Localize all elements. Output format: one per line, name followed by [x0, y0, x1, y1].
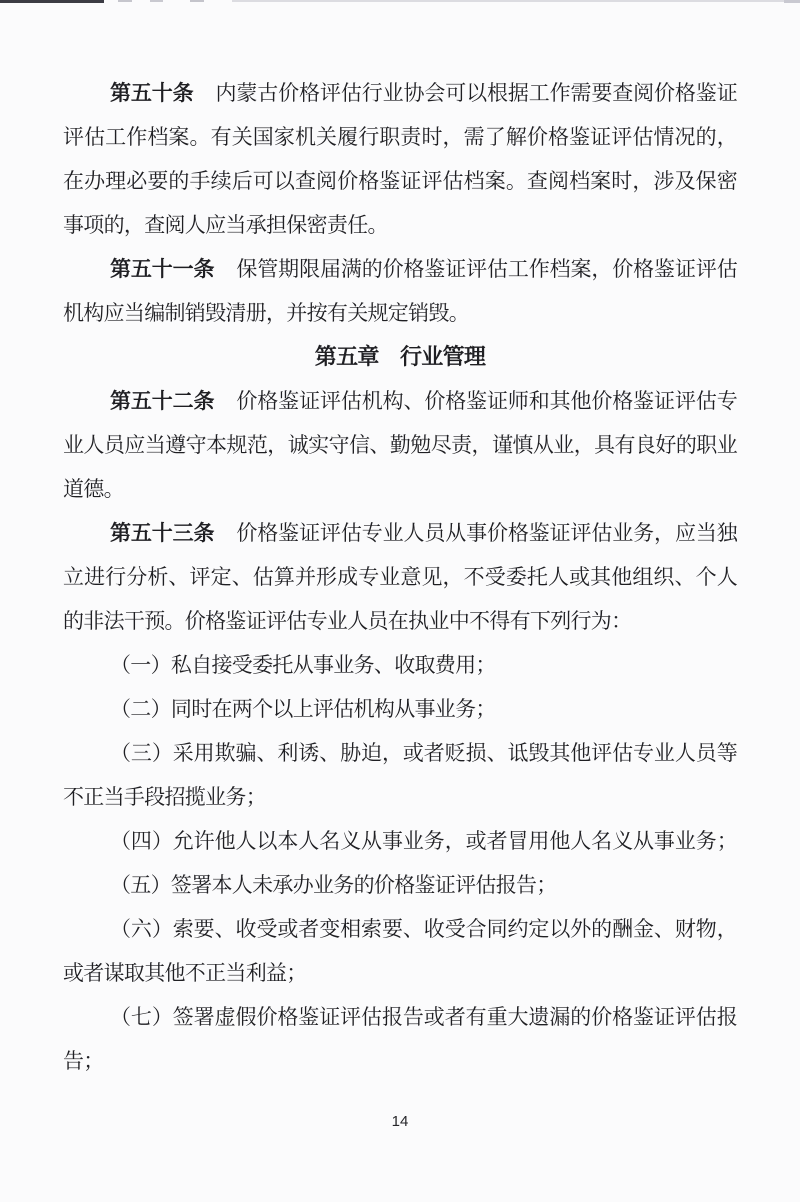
text-line: （五）签署本人未承办业务的价格鉴证评估报告； — [110, 873, 557, 897]
text-line: 不正当手段招揽业务； — [63, 785, 266, 809]
text-line: 第五十条 内蒙古价格评估行业协会可以根据工作需要查阅价格鉴证 — [110, 81, 737, 105]
list-item-paragraph — [63, 819, 737, 863]
article-number-label: 第五十一条 — [110, 257, 215, 281]
text-line: 立进行分析、评定、估算并形成专业意见，不受委托人或其他组织、个人 — [63, 565, 737, 589]
article-paragraph — [63, 511, 737, 643]
text-line: （六）索要、收受或者变相索要、收受合同约定以外的酬金、财物， — [110, 917, 737, 941]
text-line: （四）允许他人以本人名义从事业务，或者冒用他人名义从事业务； — [110, 829, 737, 853]
text-line: 事项的，查阅人应当承担保密责任。 — [63, 213, 388, 237]
list-item-paragraph — [63, 995, 737, 1083]
article-paragraph — [63, 379, 737, 511]
text-line: （二）同时在两个以上评估机构从事业务； — [110, 697, 496, 721]
article-number-label: 第五十条 — [110, 81, 194, 105]
text-line: 机构应当编制销毁清册，并按有关规定销毁。 — [63, 301, 469, 325]
text-line: （七）签署虚假价格鉴证评估报告或者有重大遗漏的价格鉴证评估报 — [110, 1005, 737, 1029]
article-paragraph — [63, 71, 737, 247]
text-line: 第五十三条 价格鉴证评估专业人员从事价格鉴证评估业务，应当独 — [110, 521, 738, 545]
text-line: 的非法干预。价格鉴证评估专业人员在执业中不得有下列行为： — [63, 609, 632, 633]
text-line: 第五十二条 价格鉴证评估机构、价格鉴证师和其他价格鉴证评估专 — [110, 389, 738, 413]
text-line: 告； — [63, 1049, 104, 1073]
list-item-paragraph — [63, 731, 737, 819]
text-line: 道德。 — [63, 477, 124, 501]
text-line: 在办理必要的手续后可以查阅价格鉴证评估档案。查阅档案时，涉及保密 — [63, 169, 737, 193]
article-number-label: 第五十三条 — [110, 521, 215, 545]
text-line: 第五十一条 保管期限届满的价格鉴证评估工作档案，价格鉴证评估 — [110, 257, 738, 281]
chapter-heading-text: 第五章 行业管理 — [314, 344, 486, 369]
text-line: 评估工作档案。有关国家机关履行职责时，需了解价格鉴证评估情况的， — [63, 125, 737, 149]
article-paragraph — [63, 247, 737, 335]
article-number-label: 第五十二条 — [110, 389, 215, 413]
chapter-heading — [63, 335, 737, 379]
list-item-paragraph — [63, 643, 737, 687]
text-line: 业人员应当遵守本规范，诚实守信、勤勉尽责，谨慎从业，具有良好的职业 — [63, 433, 737, 457]
list-item-paragraph — [63, 907, 737, 995]
text-line: （一）私自接受委托从事业务、收取费用； — [110, 653, 496, 677]
text-line: 或者谋取其他不正当利益； — [63, 961, 307, 985]
page-number: 14 — [391, 1113, 409, 1130]
list-item-paragraph — [63, 863, 737, 907]
text-line: （三）采用欺骗、利诱、胁迫，或者贬损、诋毁其他评估专业人员等 — [110, 741, 737, 765]
list-item-paragraph — [63, 687, 737, 731]
